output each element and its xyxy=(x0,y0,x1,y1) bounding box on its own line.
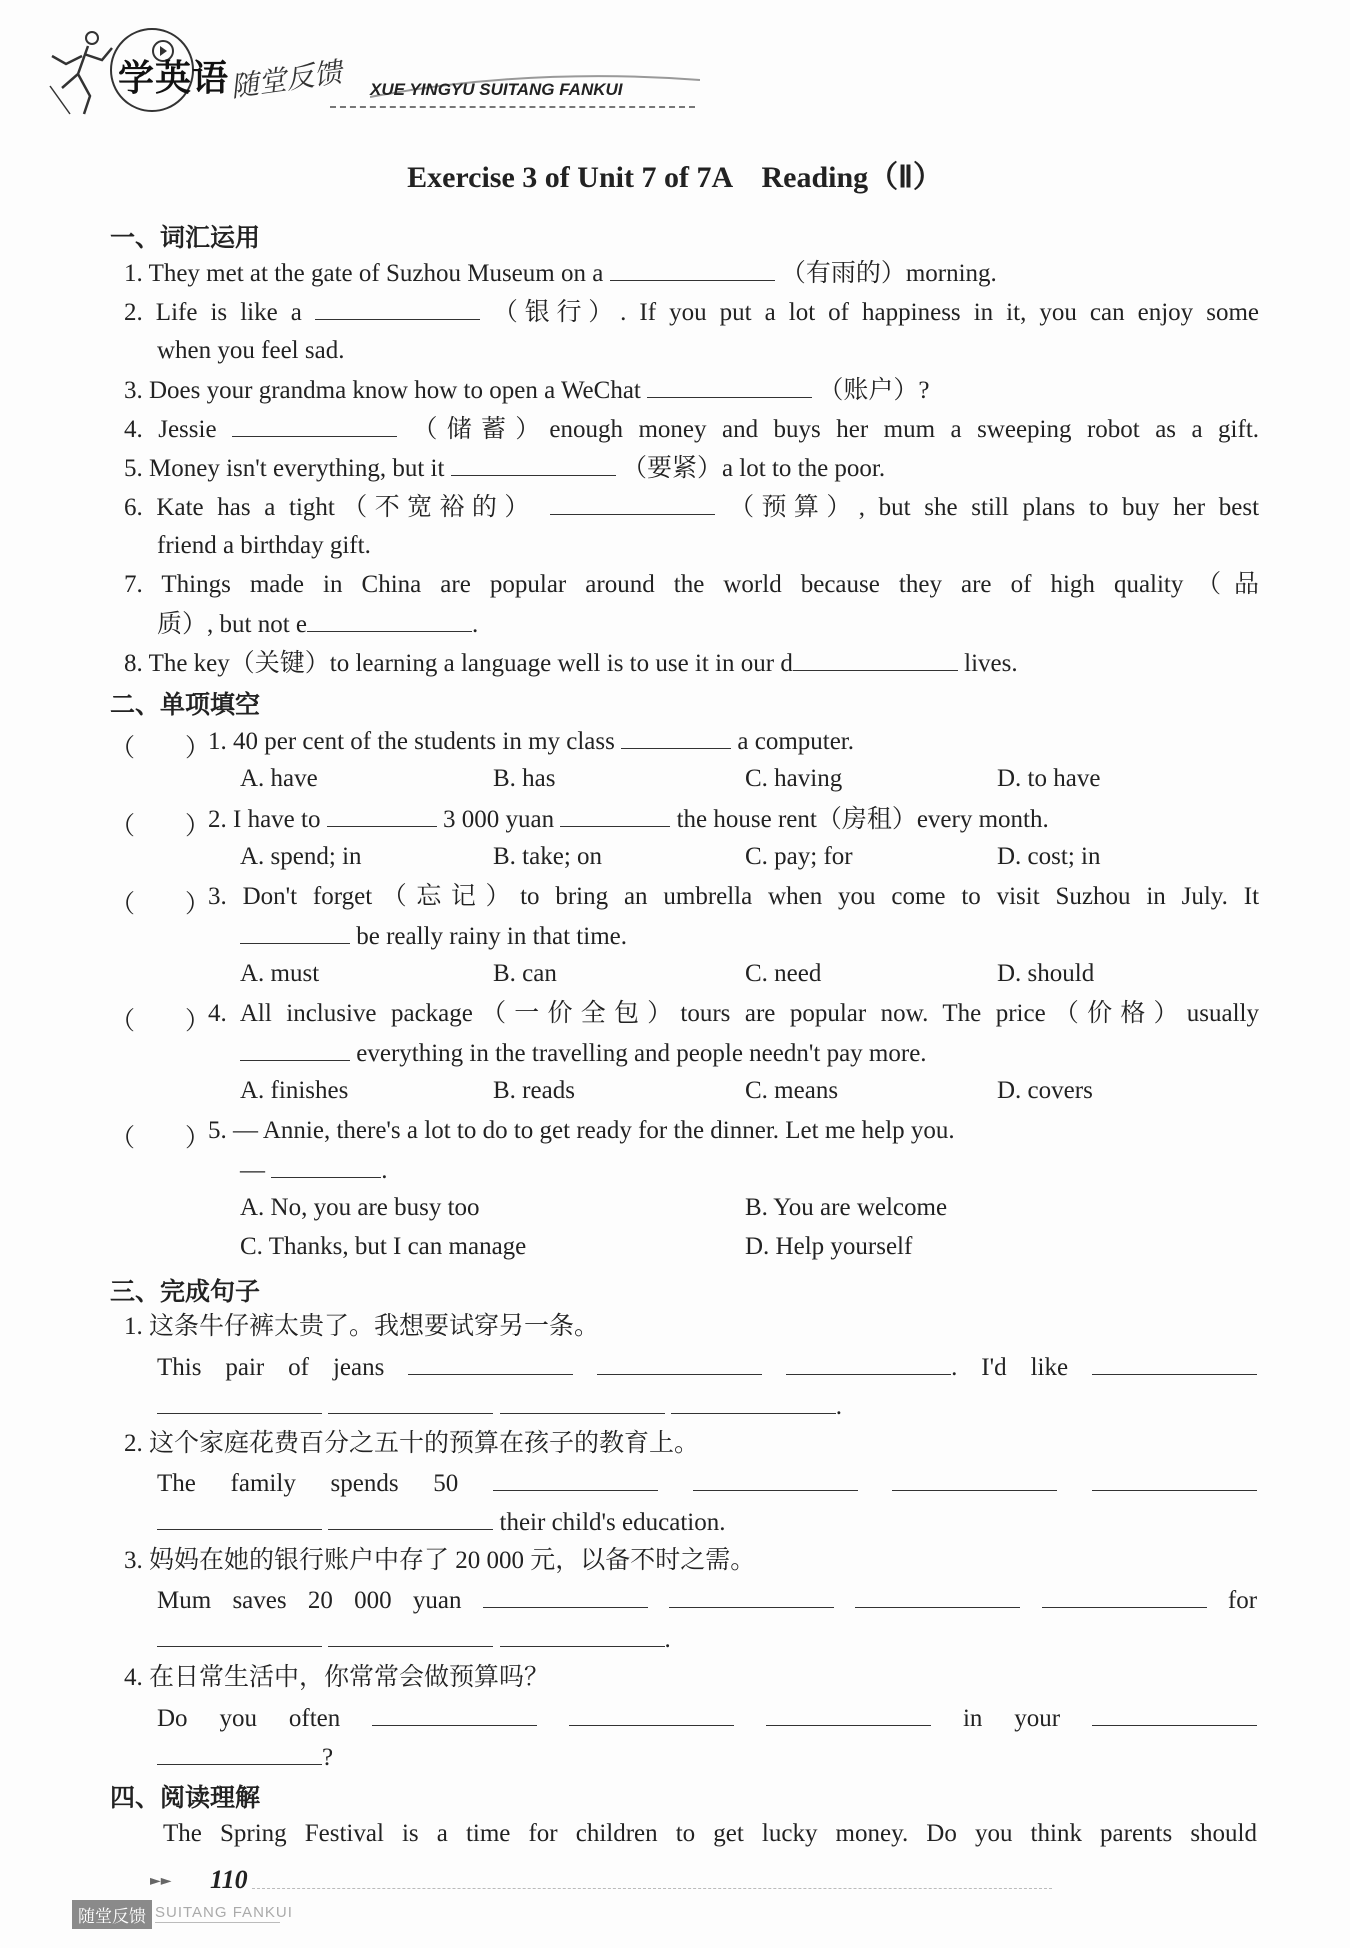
mc-q5-cont xyxy=(240,1155,388,1186)
footer-divider xyxy=(252,1888,1052,1889)
complete-q4-line1 xyxy=(157,1703,1257,1734)
header-divider xyxy=(330,106,695,108)
option-c[interactable]: C. pay; for xyxy=(745,843,853,870)
question-text: — Annie, there's a lot to do to get ready for the dinner. Let me help you. xyxy=(233,1117,955,1144)
option-d[interactable]: D. to have xyxy=(997,765,1101,792)
option-a[interactable]: A. finishes xyxy=(240,1077,349,1104)
vocab-q8 xyxy=(124,648,1018,679)
option-b[interactable]: B. reads xyxy=(493,1077,575,1104)
answer-blank[interactable] xyxy=(372,1703,537,1726)
question-text: their child's education. xyxy=(499,1509,726,1536)
answer-blank[interactable] xyxy=(408,1352,573,1375)
question-text: （有雨的）morning. xyxy=(780,260,997,287)
answer-blank[interactable] xyxy=(328,1391,493,1414)
option-d[interactable]: D. covers xyxy=(997,1077,1093,1104)
option-a[interactable]: A. No, you are busy too xyxy=(240,1194,480,1221)
question-text: Does your grandma know how to open a WeChat xyxy=(149,377,641,404)
question-text: . xyxy=(835,1393,842,1420)
complete-q3-prompt xyxy=(124,1546,755,1576)
vocab-q3 xyxy=(124,375,929,406)
answer-blank[interactable] xyxy=(483,1585,648,1608)
question-text: Life is like a xyxy=(155,299,302,326)
question-text: The family spends 50 xyxy=(157,1470,459,1497)
vocab-q7 xyxy=(124,570,1259,600)
footer-badge: 随堂反馈 xyxy=(72,1900,152,1929)
vocab-q4 xyxy=(124,414,1259,445)
answer-blank[interactable] xyxy=(307,609,472,632)
question-text: This pair of jeans xyxy=(157,1354,385,1381)
option-b[interactable]: B. You are welcome xyxy=(745,1194,948,1221)
answer-blank[interactable] xyxy=(232,414,397,437)
option-c[interactable]: C. need xyxy=(745,960,822,987)
answer-blank[interactable] xyxy=(671,1391,836,1414)
vocab-q6 xyxy=(124,492,1259,523)
complete-q1-prompt xyxy=(124,1312,599,1342)
question-number: 8. xyxy=(124,650,143,677)
answer-blank[interactable] xyxy=(157,1507,322,1530)
question-text: Don't forget（忘记）to bring an umbrella when you come to visit Suzhou in July. It xyxy=(242,883,1260,910)
answer-blank[interactable] xyxy=(647,375,812,398)
complete-q2-line1 xyxy=(157,1468,1257,1499)
option-a[interactable]: A. must xyxy=(240,960,320,987)
answer-blank[interactable] xyxy=(669,1585,834,1608)
option-d[interactable]: D. Help yourself xyxy=(745,1233,913,1260)
answer-blank[interactable] xyxy=(550,492,715,515)
answer-bracket[interactable]: （ ） xyxy=(110,1006,211,1035)
answer-blank[interactable] xyxy=(327,804,437,827)
answer-blank[interactable] xyxy=(500,1391,665,1414)
vocab-q6-cont: friend a birthday gift. xyxy=(157,532,371,559)
mc-q4 xyxy=(208,999,1259,1029)
answer-bracket[interactable]: （ ） xyxy=(110,811,211,840)
answer-blank[interactable] xyxy=(157,1742,322,1765)
question-text: The key（关键）to learning a language well is to use it in our d xyxy=(148,650,793,677)
question-number: 2. xyxy=(208,806,227,833)
option-d[interactable]: D. should xyxy=(997,960,1095,987)
question-number: 1. xyxy=(124,260,143,287)
question-text: 3 000 yuan xyxy=(442,806,555,833)
arrow-icon: ►► xyxy=(150,1873,172,1889)
question-number: 5. xyxy=(208,1117,227,1144)
question-number: 2. xyxy=(124,299,143,326)
question-text: a computer. xyxy=(737,728,855,755)
option-b[interactable]: B. can xyxy=(493,960,557,987)
question-text: the house rent（房租）every month. xyxy=(676,806,1049,833)
answer-blank[interactable] xyxy=(892,1468,1057,1491)
mc-q3-cont xyxy=(240,921,627,952)
question-text: everything in the travelling and people needn't pay more. xyxy=(356,1040,927,1067)
question-number: 3. xyxy=(124,377,143,404)
vocab-q5 xyxy=(124,453,885,484)
answer-blank[interactable] xyxy=(240,921,350,944)
question-text: （预算）, but she still plans to buy her best xyxy=(729,494,1260,521)
section-heading-mc: 二、单项填空 xyxy=(110,690,261,719)
section-heading-vocab: 一、词汇运用 xyxy=(110,223,261,252)
option-c[interactable]: C. means xyxy=(745,1077,839,1104)
page-number: 110 xyxy=(210,1865,248,1894)
answer-blank[interactable] xyxy=(621,726,731,749)
answer-blank[interactable] xyxy=(1092,1352,1257,1375)
logo-title: 学英语 xyxy=(118,58,230,99)
question-text: . xyxy=(472,611,479,638)
answer-blank[interactable] xyxy=(493,1468,658,1491)
question-text: Things made in China are popular around the world because they are of high quality（品 xyxy=(161,571,1259,598)
answer-blank[interactable] xyxy=(1092,1703,1257,1726)
complete-q4-prompt xyxy=(124,1663,549,1693)
answer-blank[interactable] xyxy=(157,1624,322,1647)
question-number: 1. xyxy=(124,1313,143,1340)
question-text: . xyxy=(664,1626,671,1653)
answer-blank[interactable] xyxy=(315,297,480,320)
question-text: （要紧）a lot to the poor. xyxy=(621,455,886,482)
question-text: lives. xyxy=(964,650,1018,677)
vocab-q1 xyxy=(124,258,997,289)
complete-q3-line2 xyxy=(157,1624,671,1655)
footer-rule xyxy=(155,1922,280,1923)
answer-blank[interactable] xyxy=(328,1624,493,1647)
reading-paragraph: The Spring Festival is a time for children to get lucky money. Do you think parents should xyxy=(163,1820,1257,1847)
question-text: 40 per cent of the students in my class xyxy=(233,728,615,755)
page-title: Exercise 3 of Unit 7 of 7A Reading（Ⅱ） xyxy=(407,161,943,194)
question-text: . xyxy=(381,1157,388,1184)
section-heading-reading: 四、阅读理解 xyxy=(110,1783,261,1812)
question-number: 7. xyxy=(124,571,143,598)
complete-q4-line2 xyxy=(157,1742,333,1773)
mc-q2 xyxy=(208,804,1049,835)
question-number: 1. xyxy=(208,728,227,755)
complete-q2-line2 xyxy=(157,1507,725,1538)
mc-q3 xyxy=(208,882,1259,912)
answer-bracket[interactable]: （ ） xyxy=(110,733,211,762)
question-text: Money isn't everything, but it xyxy=(149,455,445,482)
option-c[interactable]: C. having xyxy=(745,765,843,792)
question-text: （储蓄）enough money and buys her mum a sweeping robot as a gift. xyxy=(412,416,1260,443)
question-number: 3. xyxy=(208,883,227,910)
answer-blank[interactable] xyxy=(560,804,670,827)
question-text: （银行）. If you put a lot of happiness in it, you can enjoy some xyxy=(492,299,1259,326)
question-text: ? xyxy=(322,1744,334,1771)
option-d[interactable]: D. cost; in xyxy=(997,843,1101,870)
answer-blank[interactable] xyxy=(766,1703,931,1726)
option-a[interactable]: A. have xyxy=(240,765,318,792)
complete-q3-line1 xyxy=(157,1585,1257,1616)
answer-blank[interactable] xyxy=(855,1585,1020,1608)
answer-blank[interactable] xyxy=(500,1624,665,1647)
complete-q2-prompt xyxy=(124,1429,699,1459)
answer-blank[interactable] xyxy=(1092,1468,1257,1491)
question-text: for xyxy=(1227,1587,1258,1614)
question-text: They met at the gate of Suzhou Museum on a xyxy=(148,260,604,287)
question-text: Jessie xyxy=(158,416,217,443)
vocab-q2-cont: when you feel sad. xyxy=(157,337,345,364)
option-a[interactable]: A. spend; in xyxy=(240,843,362,870)
answer-blank[interactable] xyxy=(271,1155,381,1178)
option-c[interactable]: C. Thanks, but I can manage xyxy=(240,1233,527,1260)
answer-blank[interactable] xyxy=(793,648,958,671)
section-heading-complete: 三、完成句子 xyxy=(110,1277,261,1306)
question-number: 6. xyxy=(124,494,143,521)
complete-q1-line1 xyxy=(157,1352,1257,1383)
logo-pinyin: XUE YINGYU SUITANG FANKUI xyxy=(370,80,623,99)
question-text: I have to xyxy=(233,806,321,833)
question-number: 5. xyxy=(124,455,143,482)
vocab-q7-cont xyxy=(157,609,478,640)
option-b[interactable]: B. has xyxy=(493,765,556,792)
answer-blank[interactable] xyxy=(240,1038,350,1061)
answer-blank[interactable] xyxy=(786,1352,951,1375)
question-text: be really rainy in that time. xyxy=(356,923,627,950)
answer-blank[interactable] xyxy=(451,453,616,476)
question-text: Do you often xyxy=(157,1705,341,1732)
question-number: 2. xyxy=(124,1430,143,1457)
chinese-prompt: 妈妈在她的银行账户中存了 20 000 元，以备不时之需。 xyxy=(149,1547,756,1574)
option-b[interactable]: B. take; on xyxy=(493,843,603,870)
chinese-prompt: 这个家庭花费百分之五十的预算在孩子的教育上。 xyxy=(149,1430,700,1457)
question-text: Mum saves 20 000 yuan xyxy=(157,1587,462,1614)
question-number: 4. xyxy=(124,416,143,443)
complete-q1-line2 xyxy=(157,1391,842,1422)
dialogue-dash: — xyxy=(240,1157,265,1184)
answer-blank[interactable] xyxy=(610,258,775,281)
question-number: 4. xyxy=(124,1664,143,1691)
vocab-q2 xyxy=(124,297,1259,328)
answer-blank[interactable] xyxy=(157,1391,322,1414)
question-number: 3. xyxy=(124,1547,143,1574)
page-header xyxy=(40,18,690,118)
mc-q1 xyxy=(208,726,854,757)
logo-subtitle: 随堂反馈 xyxy=(228,55,344,104)
question-text: Kate has a tight（不宽裕的） xyxy=(156,494,537,521)
answer-blank[interactable] xyxy=(1042,1585,1207,1608)
mc-q4-cont xyxy=(240,1038,927,1069)
chinese-prompt: 在日常生活中，你常常会做预算吗？ xyxy=(149,1664,550,1691)
answer-blank[interactable] xyxy=(569,1703,734,1726)
question-text: All inclusive package（一价全包）tours are popular now. The price（价格）usually xyxy=(239,1000,1259,1027)
answer-blank[interactable] xyxy=(597,1352,762,1375)
mc-q5 xyxy=(208,1116,955,1146)
answer-bracket[interactable]: （ ） xyxy=(110,1123,211,1152)
question-text: 质）, but not e xyxy=(157,611,307,638)
answer-bracket[interactable]: （ ） xyxy=(110,889,211,918)
question-text: in your xyxy=(962,1705,1061,1732)
footer-pinyin: SUITANG FANKUI xyxy=(155,1904,293,1921)
question-text: . I'd like xyxy=(951,1354,1069,1381)
question-text: （账户）? xyxy=(818,377,930,404)
answer-blank[interactable] xyxy=(328,1507,493,1530)
question-number: 4. xyxy=(208,1000,227,1027)
answer-blank[interactable] xyxy=(693,1468,858,1491)
chinese-prompt: 这条牛仔裤太贵了。我想要试穿另一条。 xyxy=(149,1313,600,1340)
